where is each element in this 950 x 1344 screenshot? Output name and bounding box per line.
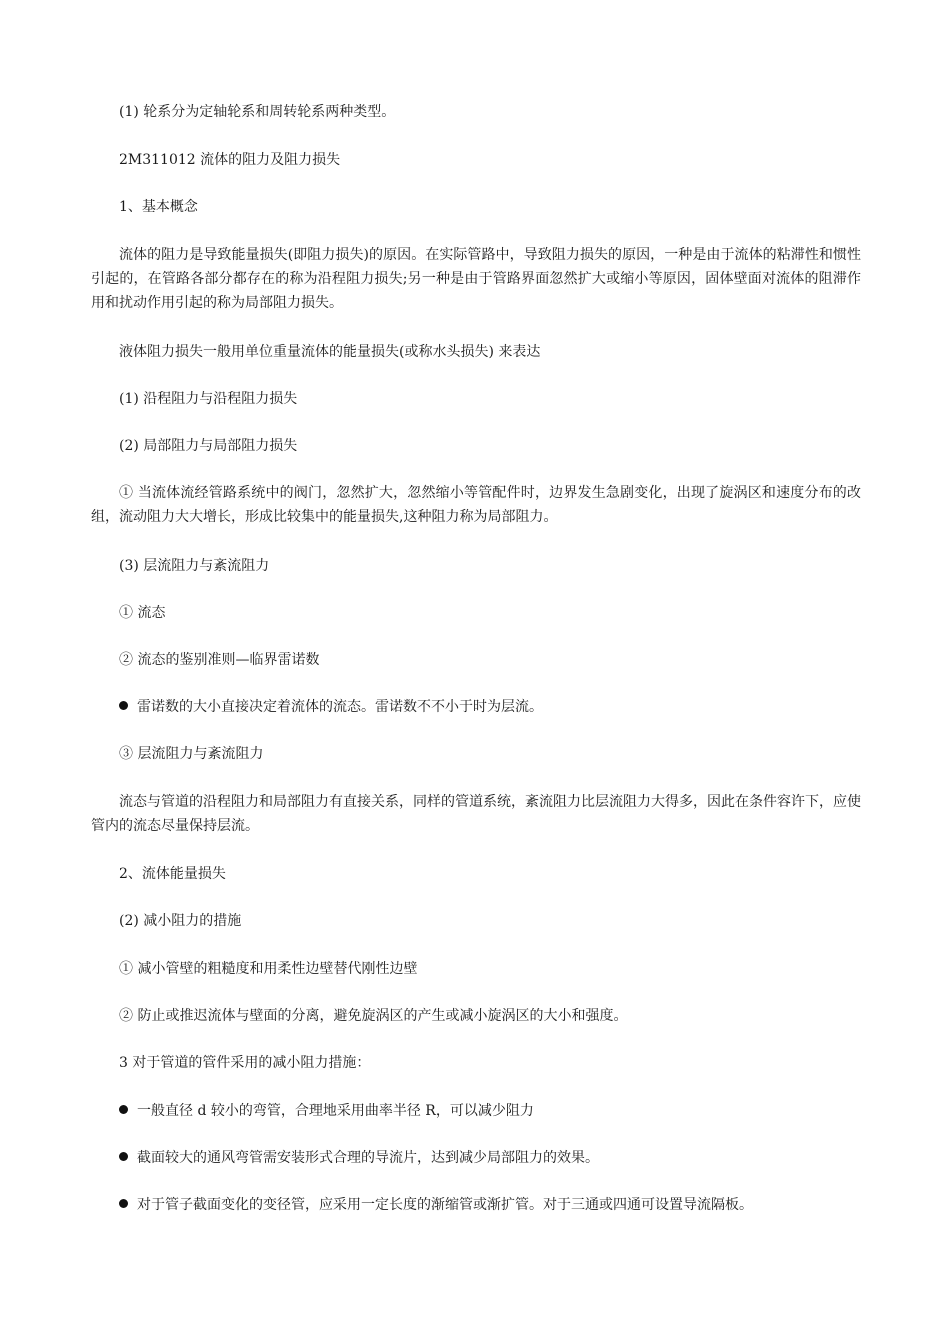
paragraph-flow-state-relation: 流态与管道的沿程阻力和局部阻力有直接关系，同样的管道系统，紊流阻力比层流阻力大得多，因此在条件容许下，应使管内的流态尽量保持层流。	[91, 794, 861, 834]
bullet-icon	[119, 1105, 128, 1114]
item-flow-state: ① 流态	[119, 605, 166, 621]
bullet-icon	[119, 701, 128, 710]
bullet-text: 雷诺数的大小直接决定着流体的流态。雷诺数不不小于时为层流。	[137, 699, 543, 715]
bullet-icon	[119, 1152, 128, 1161]
bullet-guide-vanes	[91, 1146, 861, 1170]
bullet-icon	[119, 1199, 128, 1208]
bullet-text: 截面较大的通风弯管需安装形式合理的导流片，达到减少局部阻力的效果。	[137, 1150, 599, 1166]
subheading-basic-concepts: 1、基本概念	[119, 199, 198, 215]
bullet-text: 一般直径 d 较小的弯管，合理地采用曲率半径 R，可以减少阻力	[137, 1103, 534, 1119]
paragraph-head-loss: 液体阻力损失一般用单位重量流体的能量损失(或称水头损失) 来表达	[119, 344, 541, 360]
subheading-fittings-measures: 3 对于管道的管件采用的减小阻力措施：	[119, 1055, 371, 1071]
subheading-energy-loss: 2、流体能量损失	[119, 866, 226, 882]
bullet-reducer-pipe	[91, 1193, 861, 1217]
item-local-resistance: (2) 局部阻力与局部阻力损失	[119, 438, 298, 454]
section-heading: 2M311012 流体的阻力及阻力损失	[119, 152, 341, 168]
bullet-text: 对于管子截面变化的变径管，应采用一定长度的渐缩管或渐扩管。对于三通或四通可设置导流隔板。	[137, 1197, 753, 1213]
item-friction-resistance: (1) 沿程阻力与沿程阻力损失	[119, 391, 298, 407]
item-prevent-separation: ② 防止或推迟流体与壁面的分离，避免旋涡区的产生或减小旋涡区的大小和强度。	[119, 1008, 628, 1024]
paragraph-local-resistance-detail: ① 当流体流经管路系统中的阀门，忽然扩大，忽然缩小等管配件时，边界发生急剧变化，出现了旋涡区和速度分布的改组，流动阻力大大增长，形成比较集中的能量损失,这种阻力称为局部阻力。	[91, 485, 861, 525]
item-reduce-roughness: ① 减小管壁的粗糙度和用柔性边壁替代刚性边壁	[119, 961, 418, 977]
item-laminar-turbulent: (3) 层流阻力与紊流阻力	[119, 558, 270, 574]
bullet-bend-radius	[91, 1099, 861, 1123]
item-reynolds-criterion: ② 流态的鉴别准则—临界雷诺数	[119, 652, 320, 668]
item-reduce-resistance: (2) 减小阻力的措施	[119, 913, 242, 929]
paragraph-gear-train-types: (1) 轮系分为定轴轮系和周转轮系两种类型。	[119, 104, 396, 120]
item-laminar-turbulent-resistance: ③ 层流阻力与紊流阻力	[119, 746, 264, 762]
paragraph-resistance-definition: 流体的阻力是导致能量损失(即阻力损失)的原因。在实际管路中，导致阻力损失的原因，一种是由于流体的粘滞性和惯性引起的，在管路各部分都存在的称为沿程阻力损失;另一种是由于管路界面忽然扩大或缩小等原因，固体壁面对流体的阻滞作用和扰动作用引起的称为局部阻力损失。	[91, 247, 861, 311]
bullet-reynolds	[91, 695, 861, 719]
